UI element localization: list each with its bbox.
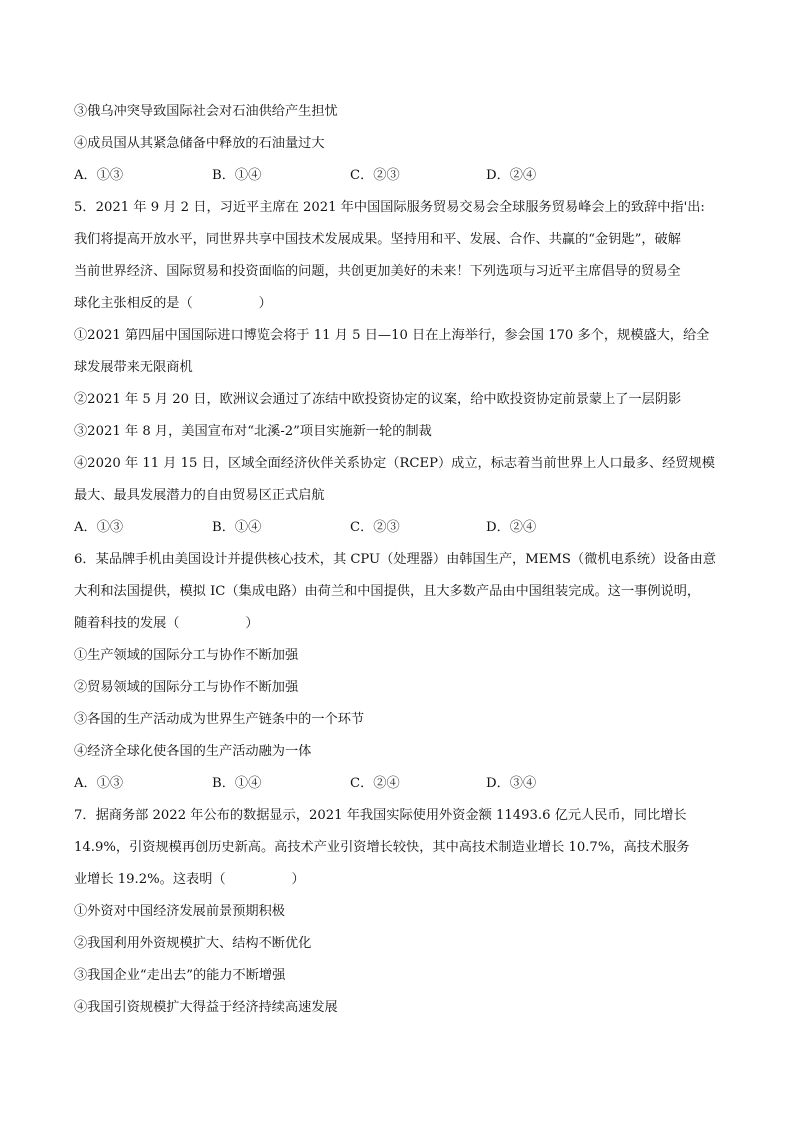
q7-item-3: ③我国企业“走出去”的能力不断增强 [74,968,286,983]
q5-item-2: ②2021 年 5 月 20 日，欧洲议会通过了冻结中欧投资协定的议案，给中欧投资协定前景蒙上了一层阴影 [74,392,682,407]
q5-item-4-cont: 最大、最具发展潜力的自由贸易区正式启航 [74,488,325,503]
q6-stem-line-2: 大利和法国提供，模拟 IC（集成电路）由荷兰和中国提供，且大多数产品由中国组装完成。这一事例说明， [74,584,701,599]
q6-option-b: B．①④ [212,776,262,791]
q4-option-b: B．①④ [212,168,262,183]
q6-options [74,775,724,793]
q7-stem-line-3: 业增长 19.2%。这表明（ ） [74,872,305,887]
q7-item-1: ①外资对中国经济发展前景预期积极 [74,904,285,919]
q5-item-4: ④2020 年 11 月 15 日，区域全面经济伙伴关系协定（RCEP）成立，标志着当前世界上人口最多、经贸规模 [74,456,715,471]
q4-options [74,167,724,185]
q5-options [74,519,724,537]
q4-option-c: C．②③ [350,168,400,183]
q6-item-1: ①生产领域的国际分工与协作不断加强 [74,648,299,663]
q4-item-4: ④成员国从其紧急储备中释放的石油量过大 [74,136,325,151]
q5-option-b: B．①④ [212,520,262,535]
q6-item-4: ④经济全球化使各国的生产活动融为一体 [74,744,312,759]
q4-item-3: ③俄乌冲突导致国际社会对石油供给产生担忧 [74,104,338,119]
q5-item-1-cont: 球发展带来无限商机 [74,360,193,375]
q6-stem-line-3: 随着科技的发展（ ） [74,616,259,631]
q5-item-1: ①2021 第四届中国国际进口博览会将于 11 月 5 日—10 日在上海举行，参会国 170 多个，规模盛大，给全 [74,328,710,343]
q5-option-c: C．②③ [350,520,400,535]
q6-item-3: ③各国的生产活动成为世界生产链条中的一个环节 [74,712,365,727]
q4-option-d: D．②④ [486,168,537,183]
q5-stem-line-3: 当前世界经济、国际贸易和投资面临的问题，共创更加美好的未来！下列选项与习近平主席倡导的贸易全 [74,264,681,279]
q5-stem-line-2: 我们将提高开放水平，同世界共享中国技术发展成果。坚持用和平、发展、合作、共赢的“金钥匙”，破解 [74,232,681,247]
q5-item-3: ③2021 年 8 月，美国宣布对“北溪-2”项目实施新一轮的制裁 [74,424,432,439]
q6-stem-line-1: 6．某品牌手机由美国设计并提供核心技术，其 CPU（处理器）由韩国生产，MEMS（微机电系统）设备由意 [74,552,716,567]
q4-option-a: A．①③ [74,168,124,183]
q5-option-a: A．①③ [74,520,124,535]
q6-option-d: D．③④ [486,776,537,791]
q7-item-4: ④我国引资规模扩大得益于经济持续高速发展 [74,1000,338,1015]
q5-stem-line-4: 球化主张相反的是（ ） [74,296,272,311]
q5-stem-line-1: 5．2021 年 9 月 2 日，习近平主席在 2021 年中国国际服务贸易交易会全球服务贸易峰会上的致辞中指'出: [74,200,705,215]
q5-option-d: D．②④ [486,520,537,535]
q7-stem-line-1: 7．据商务部 2022 年公布的数据显示，2021 年我国实际使用外资金额 11493.6 亿元人民币，同比增长 [74,808,687,823]
q7-stem-line-2: 14.9%，引资规模再创历史新高。高技术产业引资增长较快，其中高技术制造业增长 10.7%，高技术服务 [74,840,690,855]
q6-item-2: ②贸易领域的国际分工与协作不断加强 [74,680,299,695]
q7-item-2: ②我国利用外资规模扩大、结构不断优化 [74,936,312,951]
q6-option-a: A．①③ [74,776,124,791]
q6-option-c: C．②④ [350,776,400,791]
